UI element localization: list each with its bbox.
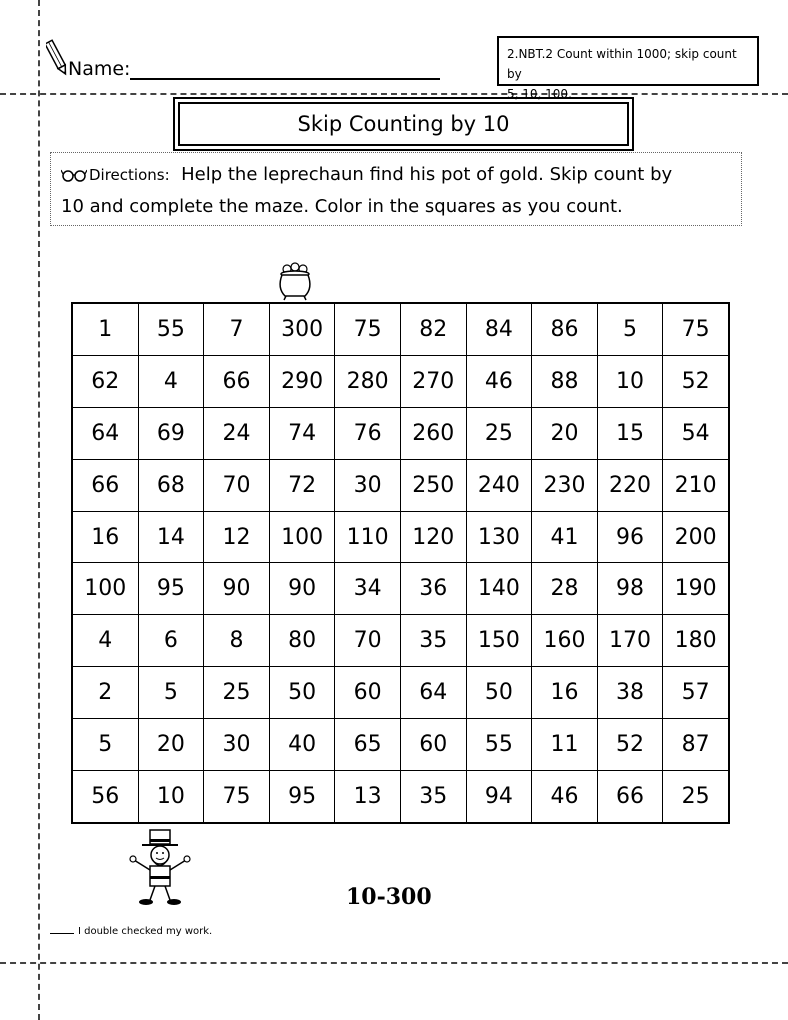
maze-cell[interactable]: 6	[138, 615, 204, 667]
maze-cell[interactable]: 160	[532, 615, 598, 667]
maze-cell[interactable]: 34	[335, 563, 401, 615]
maze-cell[interactable]: 190	[663, 563, 729, 615]
maze-cell[interactable]: 70	[335, 615, 401, 667]
maze-cell[interactable]: 300	[269, 303, 335, 355]
maze-cell[interactable]: 100	[72, 563, 138, 615]
maze-cell[interactable]: 13	[335, 771, 401, 823]
maze-cell[interactable]: 66	[204, 355, 270, 407]
maze-cell[interactable]: 75	[204, 771, 270, 823]
maze-cell[interactable]: 5	[72, 719, 138, 771]
maze-cell[interactable]: 68	[138, 459, 204, 511]
maze-cell[interactable]: 38	[597, 667, 663, 719]
maze-cell[interactable]: 70	[204, 459, 270, 511]
maze-cell[interactable]: 75	[663, 303, 729, 355]
name-write-line[interactable]	[130, 78, 440, 80]
maze-cell[interactable]: 30	[335, 459, 401, 511]
maze-cell[interactable]: 120	[400, 511, 466, 563]
maze-cell[interactable]: 16	[72, 511, 138, 563]
maze-cell[interactable]: 5	[597, 303, 663, 355]
maze-cell[interactable]: 140	[466, 563, 532, 615]
number-range-label: 10-300	[346, 884, 432, 910]
maze-cell[interactable]: 35	[400, 615, 466, 667]
maze-cell[interactable]: 76	[335, 407, 401, 459]
maze-cell[interactable]: 20	[138, 719, 204, 771]
directions-box	[50, 152, 742, 226]
pot-of-gold-icon	[273, 262, 317, 302]
maze-cell[interactable]: 7	[204, 303, 270, 355]
maze-cell[interactable]: 52	[663, 355, 729, 407]
maze-cell[interactable]: 87	[663, 719, 729, 771]
maze-row	[72, 511, 729, 563]
maze-cell[interactable]: 220	[597, 459, 663, 511]
standard-line-2: 5, 10, 100.	[507, 87, 572, 101]
maze-row	[72, 563, 729, 615]
directions-text-2: 10 and complete the maze. Color in the squares as you count.	[61, 196, 623, 217]
maze-cell[interactable]: 15	[597, 407, 663, 459]
maze-cell[interactable]: 66	[72, 459, 138, 511]
maze-row	[72, 303, 729, 355]
maze-cell[interactable]: 74	[269, 407, 335, 459]
maze-cell[interactable]: 4	[138, 355, 204, 407]
left-cut-line	[38, 0, 40, 1020]
maze-cell[interactable]: 130	[466, 511, 532, 563]
maze-cell[interactable]: 16	[532, 667, 598, 719]
name-label: Name:	[68, 58, 131, 80]
pencil-icon	[46, 38, 68, 78]
maze-cell[interactable]: 90	[204, 563, 270, 615]
maze-row	[72, 719, 729, 771]
maze-cell[interactable]: 50	[466, 667, 532, 719]
maze-cell[interactable]: 25	[663, 771, 729, 823]
maze-cell[interactable]: 36	[400, 563, 466, 615]
maze-cell[interactable]: 55	[138, 303, 204, 355]
maze-cell[interactable]: 55	[466, 719, 532, 771]
maze-cell[interactable]: 10	[138, 771, 204, 823]
maze-cell[interactable]: 200	[663, 511, 729, 563]
maze-cell[interactable]: 260	[400, 407, 466, 459]
maze-cell[interactable]: 46	[466, 355, 532, 407]
maze-cell[interactable]: 110	[335, 511, 401, 563]
directions-label: Directions:	[89, 166, 170, 184]
standard-line-1: 2.NBT.2 Count within 1000; skip count by	[507, 47, 737, 81]
maze-cell[interactable]: 46	[532, 771, 598, 823]
maze-cell[interactable]: 290	[269, 355, 335, 407]
maze-cell[interactable]: 80	[269, 615, 335, 667]
maze-cell[interactable]: 56	[72, 771, 138, 823]
maze-cell[interactable]: 28	[532, 563, 598, 615]
maze-cell[interactable]: 64	[72, 407, 138, 459]
maze-cell[interactable]: 66	[597, 771, 663, 823]
maze-cell[interactable]: 240	[466, 459, 532, 511]
maze-cell[interactable]: 95	[138, 563, 204, 615]
maze-cell[interactable]: 250	[400, 459, 466, 511]
maze-cell[interactable]: 62	[72, 355, 138, 407]
maze-cell[interactable]: 88	[532, 355, 598, 407]
maze-cell[interactable]: 96	[597, 511, 663, 563]
maze-cell[interactable]: 72	[269, 459, 335, 511]
maze-cell[interactable]: 52	[597, 719, 663, 771]
maze-cell[interactable]: 98	[597, 563, 663, 615]
maze-row	[72, 355, 729, 407]
maze-cell[interactable]: 280	[335, 355, 401, 407]
maze-row	[72, 407, 729, 459]
glasses-icon	[61, 168, 87, 182]
maze-cell[interactable]: 64	[400, 667, 466, 719]
maze-row	[72, 459, 729, 511]
maze-cell[interactable]: 60	[335, 667, 401, 719]
maze-cell[interactable]: 30	[204, 719, 270, 771]
maze-cell[interactable]: 75	[335, 303, 401, 355]
maze-row	[72, 667, 729, 719]
maze-cell[interactable]: 25	[466, 407, 532, 459]
self-check-text: I double checked my work.	[78, 926, 213, 937]
maze-cell[interactable]: 60	[400, 719, 466, 771]
maze-cell[interactable]: 230	[532, 459, 598, 511]
bottom-cut-line	[0, 962, 788, 964]
maze-row	[72, 615, 729, 667]
maze-cell[interactable]: 11	[532, 719, 598, 771]
self-check-blank[interactable]	[50, 933, 74, 934]
maze-cell[interactable]: 90	[269, 563, 335, 615]
maze-cell[interactable]: 41	[532, 511, 598, 563]
maze-cell[interactable]: 10	[597, 355, 663, 407]
maze-cell[interactable]: 25	[204, 667, 270, 719]
directions-line-1	[61, 159, 731, 191]
maze-cell[interactable]: 1	[72, 303, 138, 355]
maze-cell[interactable]: 2	[72, 667, 138, 719]
maze-cell[interactable]: 40	[269, 719, 335, 771]
maze-cell[interactable]: 270	[400, 355, 466, 407]
maze-cell[interactable]: 4	[72, 615, 138, 667]
page-title: Skip Counting by 10	[178, 102, 629, 146]
maze-cell[interactable]: 65	[335, 719, 401, 771]
maze-cell[interactable]: 100	[269, 511, 335, 563]
leprechaun-icon	[128, 828, 192, 908]
standard-box	[497, 36, 759, 101]
maze-cell[interactable]: 50	[269, 667, 335, 719]
maze-cell[interactable]: 94	[466, 771, 532, 823]
maze-cell[interactable]: 24	[204, 407, 270, 459]
maze-cell[interactable]: 86	[532, 303, 598, 355]
self-check	[50, 926, 212, 937]
maze-cell[interactable]: 82	[400, 303, 466, 355]
maze-cell[interactable]: 95	[269, 771, 335, 823]
maze-cell[interactable]: 180	[663, 615, 729, 667]
maze-cell[interactable]: 14	[138, 511, 204, 563]
maze-cell[interactable]: 150	[466, 615, 532, 667]
maze-cell[interactable]: 54	[663, 407, 729, 459]
maze-cell[interactable]: 84	[466, 303, 532, 355]
maze-cell[interactable]: 210	[663, 459, 729, 511]
maze-cell[interactable]: 12	[204, 511, 270, 563]
maze-cell[interactable]: 57	[663, 667, 729, 719]
maze-cell[interactable]: 35	[400, 771, 466, 823]
maze-cell[interactable]: 69	[138, 407, 204, 459]
maze-cell[interactable]: 8	[204, 615, 270, 667]
maze-cell[interactable]: 170	[597, 615, 663, 667]
maze-row	[72, 771, 729, 823]
maze-cell[interactable]: 5	[138, 667, 204, 719]
maze-cell[interactable]: 20	[532, 407, 598, 459]
directions-text-1: Help the leprechaun find his pot of gold. Skip count by	[181, 164, 673, 185]
title-box	[173, 97, 634, 151]
maze-grid	[71, 302, 730, 824]
